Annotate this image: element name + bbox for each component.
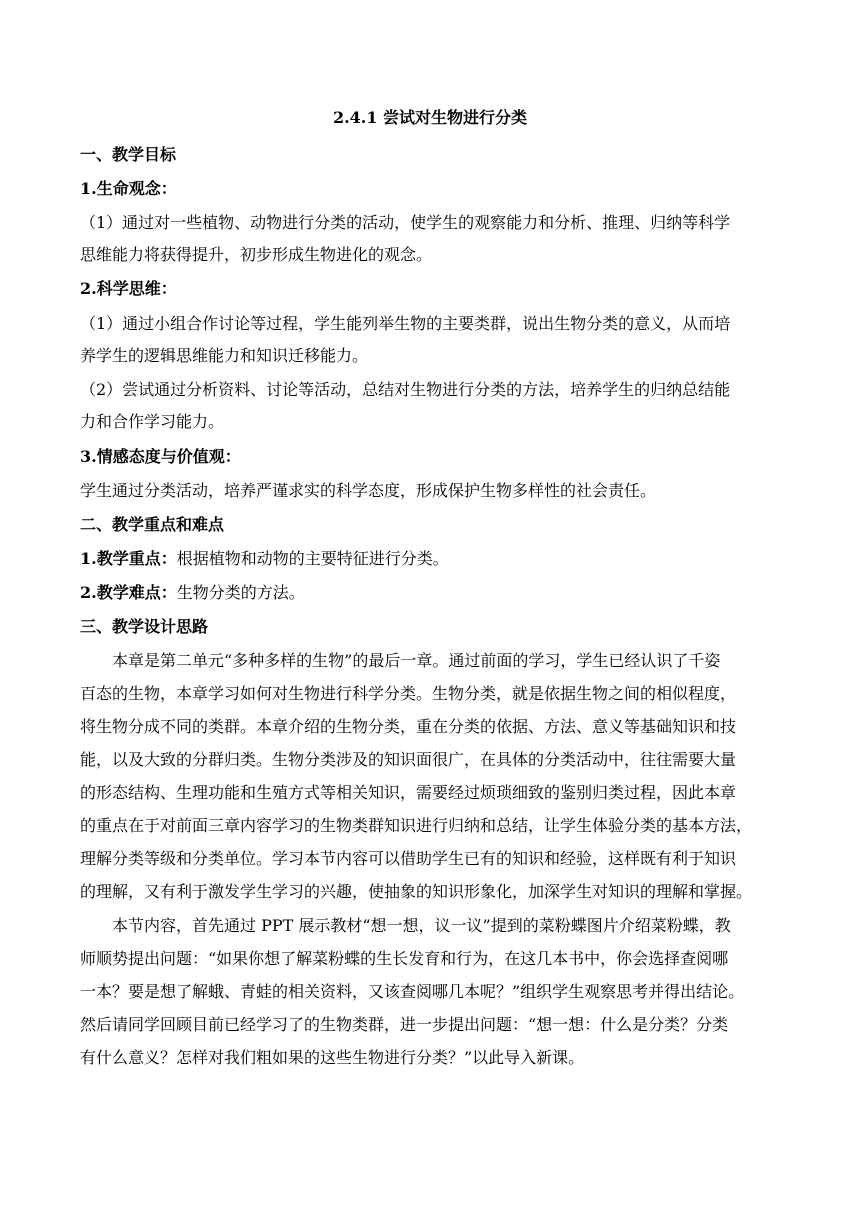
goals-heading: 一、教学目标 (80, 145, 177, 164)
design-paragraph-line: 的形态结构、生理功能和生殖方式等相关知识，需要经过烦琐细致的鉴别归类过程，因此本章 (80, 783, 737, 802)
sci-paragraph-line: （2）尝试通过分析资料、讨论等活动，总结对生物进行分类的方法，培养学生的归纳总结能 (80, 380, 731, 399)
design-heading: 三、教学设计思路 (80, 617, 209, 636)
key-point-line (80, 549, 780, 569)
key-point-text: 根据植物和动物的主要特征进行分类。 (176, 549, 449, 568)
sci-paragraph-line: 力和合作学习能力。 (80, 412, 225, 431)
design-paragraph-line: 百态的生物，本章学习如何对生物进行科学分类。生物分类，就是依据生物之间的相似程度， (80, 684, 737, 703)
sci-thinking-heading: 2.科学思维： (80, 279, 177, 298)
design-paragraph-line: 一本？要是想了解蛾、青蛙的相关资料，又该查阅哪几本呢？”组织学生观察思考并得出结论。 (80, 982, 745, 1001)
design-paragraph-line: 将生物分成不同的类群。本章介绍的生物分类，重在分类的依据、方法、意义等基础知识和技 (80, 717, 737, 736)
emotion-heading: 3.情感态度与价值观： (80, 447, 241, 466)
document-title: 2.4.1 尝试对生物进行分类 (332, 108, 528, 127)
life-concept-heading: 1.生命观念： (80, 179, 177, 198)
emotion-paragraph: 学生通过分类活动，培养严谨求实的科学态度，形成保护生物多样性的社会责任。 (80, 481, 657, 500)
life-paragraph-line: （1）通过对一些植物、动物进行分类的活动，使学生的观察能力和分析、推理、归纳等科学 (80, 213, 731, 232)
life-paragraph-line: 思维能力将获得提升，初步形成生物进化的观念。 (80, 245, 433, 264)
design-paragraph-line: 师顺势提出问题：“如果你想了解菜粉蝶的生长发育和行为，在这几本书中，你会选择查阅哪 (80, 949, 729, 968)
design-paragraph-line: 本章是第二单元“多种多样的生物”的最后一章。通过前面的学习，学生已经认识了千姿 (112, 651, 721, 670)
difficulty-text: 生物分类的方法。 (176, 583, 305, 602)
key-points-heading: 二、教学重点和难点 (80, 515, 225, 534)
difficulty-line (80, 583, 780, 603)
design-paragraph-line: 有什么意义？怎样对我们粗如果的这些生物进行分类？”以此导入新课。 (80, 1048, 585, 1067)
design-paragraph-line: 然后请同学回顾目前已经学习了的生物类群，进一步提出问题：“想一想：什么是分类？分类 (80, 1015, 729, 1034)
sci-paragraph-line: 养学生的逻辑思维能力和知识迁移能力。 (80, 346, 369, 365)
design-paragraph-line: 能，以及大致的分群归类。生物分类涉及的知识面很广，在具体的分类活动中，往往需要大量 (80, 750, 737, 769)
design-paragraph-line: 理解分类等级和分类单位。学习本节内容可以借助学生已有的知识和经验，这样既有利于知识 (80, 849, 737, 868)
design-paragraph-line: 的理解，又有利于激发学生学习的兴趣，使抽象的知识形象化，加深学生对知识的理解和掌握。 (80, 882, 753, 901)
design-paragraph-line: 的重点在于对前面三章内容学习的生物类群知识进行归纳和总结，让学生体验分类的基本方法， (80, 816, 753, 835)
design-paragraph-line: 本节内容，首先通过 PPT 展示教材“想一想，议一议”提到的菜粉蝶图片介绍菜粉蝶，教 (112, 916, 731, 935)
sci-paragraph-line: （1）通过小组合作讨论等过程，学生能列举生物的主要类群，说出生物分类的意义，从而培 (80, 314, 731, 333)
difficulty-label: 2.教学难点： (80, 583, 177, 602)
key-point-label: 1.教学重点： (80, 549, 177, 568)
